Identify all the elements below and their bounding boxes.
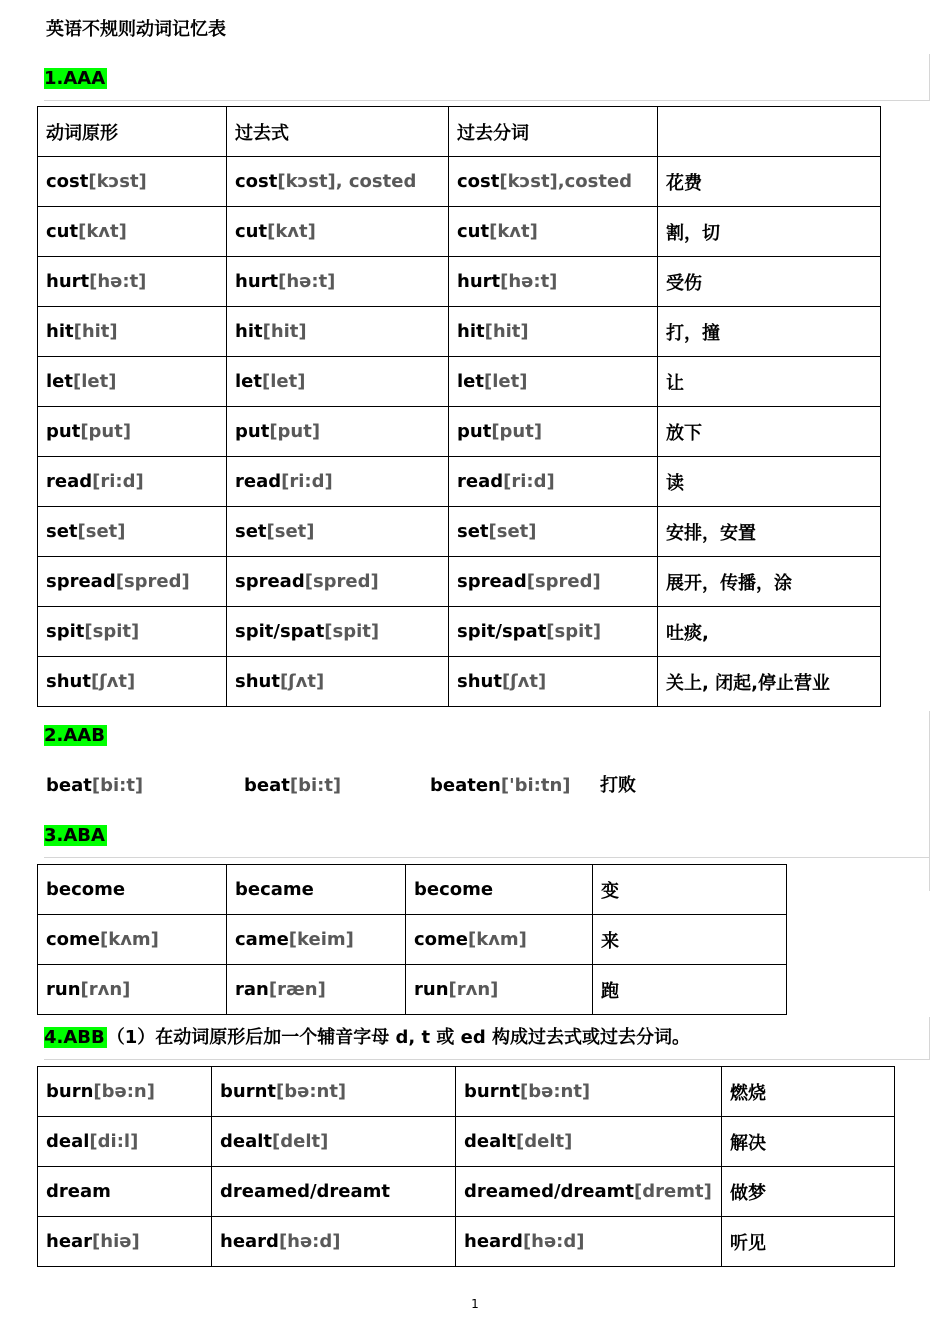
past-tense-cell	[212, 1067, 456, 1117]
phonetic: [kʌt]	[78, 221, 127, 242]
meaning-cell: 燃烧	[722, 1067, 895, 1117]
base-form-cell	[38, 357, 227, 407]
verb-word: hurt	[46, 271, 90, 292]
verb-word: dreamed/dreamt	[220, 1181, 391, 1202]
phonetic: [ri:d]	[281, 471, 333, 492]
meaning-cell: 让	[658, 357, 881, 407]
verb-word: dreamed/dreamt	[464, 1181, 635, 1202]
phonetic: [hə:t]	[500, 271, 558, 292]
phonetic: [hə:d]	[522, 1231, 585, 1252]
phonetic: [keim]	[288, 929, 354, 950]
verb-word: spit/spat	[457, 621, 547, 642]
verb-word: shut	[235, 671, 280, 692]
past-tense-cell	[227, 157, 449, 207]
phonetic: [bə:n]	[93, 1081, 155, 1102]
section-aba-label: 3.ABA	[44, 825, 105, 846]
meaning-cell: 花费	[658, 157, 881, 207]
table-row	[38, 915, 787, 965]
phonetic: [hə:t]	[278, 271, 336, 292]
past-tense-cell	[227, 207, 449, 257]
verb-word: run	[414, 979, 449, 1000]
meaning-cell: 打，撞	[658, 307, 881, 357]
verb-word: spread	[457, 571, 527, 592]
verb-word: run	[46, 979, 81, 1000]
past-participle-cell	[449, 207, 658, 257]
base-form-cell	[38, 1117, 212, 1167]
section-aba-heading	[44, 821, 930, 851]
base-form-cell	[38, 865, 227, 915]
verb-word: spit	[46, 621, 85, 642]
phonetic: [put]	[80, 421, 132, 442]
verb-word: burnt	[220, 1081, 276, 1102]
section-aaa-heading	[44, 64, 930, 94]
verb-word: put	[235, 421, 270, 442]
base-form-cell	[38, 307, 227, 357]
verb-word: let	[235, 371, 262, 392]
past-participle-cell	[449, 507, 658, 557]
past-participle-cell	[449, 407, 658, 457]
past-participle-cell	[449, 557, 658, 607]
table-row	[38, 965, 787, 1015]
base-form-cell	[38, 915, 227, 965]
table-row	[38, 607, 881, 657]
section-aab-heading	[44, 721, 930, 751]
aab-past-participle: beaten['bi:tn]	[430, 775, 571, 796]
phonetic: [spred]	[304, 571, 379, 592]
verb-word: put	[457, 421, 492, 442]
past-participle-cell	[449, 607, 658, 657]
aaa-verb-table	[37, 106, 881, 707]
phonetic: [hit]	[262, 321, 307, 342]
past-tense-cell	[227, 557, 449, 607]
phonetic: [spred]	[115, 571, 190, 592]
phonetic: [spit]	[546, 621, 602, 642]
verb-word: set	[457, 521, 489, 542]
phonetic: [hiə]	[92, 1231, 140, 1252]
column-header: 过去分词	[449, 107, 658, 157]
base-form-cell	[38, 657, 227, 707]
phonetic: [spit]	[324, 621, 380, 642]
verb-word: hurt	[457, 271, 501, 292]
past-participle-cell	[449, 657, 658, 707]
verb-word: put	[46, 421, 81, 442]
verb-word: spread	[46, 571, 116, 592]
base-form-cell	[38, 157, 227, 207]
column-header	[658, 107, 881, 157]
verb-word: deal	[46, 1131, 90, 1152]
past-tense-cell	[227, 965, 406, 1015]
past-tense-cell	[227, 865, 406, 915]
verb-word: ran	[235, 979, 269, 1000]
table-row	[38, 1217, 895, 1267]
past-tense-cell	[227, 257, 449, 307]
verb-word: heard	[220, 1231, 279, 1252]
phonetic: [delt]	[516, 1131, 573, 1152]
phonetic: [bə:nt]	[276, 1081, 347, 1102]
past-tense-cell	[227, 657, 449, 707]
past-tense-cell	[227, 457, 449, 507]
phonetic: [kʌm]	[468, 929, 527, 950]
past-participle-cell	[456, 1067, 722, 1117]
meaning-cell: 读	[658, 457, 881, 507]
base-form-cell	[38, 1217, 212, 1267]
page-number: 1	[471, 1297, 479, 1311]
phonetic: [delt]	[272, 1131, 329, 1152]
verb-word: became	[235, 879, 314, 900]
base-form-cell	[38, 1067, 212, 1117]
verb-word: came	[235, 929, 289, 950]
table-header-row	[38, 107, 881, 157]
verb-word: let	[457, 371, 484, 392]
verb-word: hear	[46, 1231, 93, 1252]
past-tense-cell	[227, 407, 449, 457]
past-participle-cell	[456, 1117, 722, 1167]
past-participle-cell	[449, 457, 658, 507]
phonetic: [set]	[488, 521, 537, 542]
phonetic: [spred]	[526, 571, 601, 592]
verb-word: spread	[235, 571, 305, 592]
aab-meaning: 打败	[600, 775, 636, 796]
phonetic: [ʃʌt]	[279, 671, 325, 692]
verb-word: let	[46, 371, 73, 392]
table-row	[38, 357, 881, 407]
meaning-cell: 关上, 闭起,停止营业	[658, 657, 881, 707]
phonetic: [put]	[269, 421, 321, 442]
past-tense-cell	[227, 357, 449, 407]
past-participle-cell	[449, 357, 658, 407]
section-aaa-label: 1.AAA	[44, 68, 106, 89]
table-row	[38, 557, 881, 607]
aba-verb-table	[37, 864, 787, 1015]
phonetic: [let]	[483, 371, 528, 392]
column-header: 过去式	[227, 107, 449, 157]
meaning-cell: 解决	[722, 1117, 895, 1167]
verb-word: become	[414, 879, 494, 900]
meaning-cell: 安排，安置	[658, 507, 881, 557]
table-row	[38, 1067, 895, 1117]
base-form-cell	[38, 457, 227, 507]
past-participle-cell	[456, 1217, 722, 1267]
aab-past-tense: beat[bi:t]	[244, 775, 342, 796]
phonetic: [set]	[266, 521, 315, 542]
past-participle-cell	[406, 965, 593, 1015]
phonetic: [rʌn]	[80, 979, 131, 1000]
verb-word: hit	[46, 321, 74, 342]
past-tense-cell	[227, 915, 406, 965]
meaning-cell: 变	[593, 865, 787, 915]
verb-word: read	[235, 471, 282, 492]
verb-word: dealt	[220, 1131, 273, 1152]
meaning-cell: 听见	[722, 1217, 895, 1267]
phonetic: [kɔst], costed	[277, 171, 417, 192]
table-row	[38, 257, 881, 307]
base-form-cell	[38, 407, 227, 457]
document-title: 英语不规则动词记忆表	[46, 19, 226, 40]
table-row	[38, 1117, 895, 1167]
verb-word: come	[414, 929, 468, 950]
past-tense-cell	[227, 507, 449, 557]
table-row	[38, 1167, 895, 1217]
section-aab-label: 2.AAB	[44, 725, 105, 746]
phonetic: [let]	[72, 371, 117, 392]
verb-word: become	[46, 879, 126, 900]
verb-word: burn	[46, 1081, 94, 1102]
verb-word: spit/spat	[235, 621, 325, 642]
meaning-cell: 受伤	[658, 257, 881, 307]
phonetic: [kʌm]	[100, 929, 159, 950]
verb-word: come	[46, 929, 100, 950]
base-form-cell	[38, 965, 227, 1015]
phonetic: [hə:t]	[89, 271, 147, 292]
table-row	[38, 307, 881, 357]
phonetic: [set]	[77, 521, 126, 542]
phonetic: [kʌt]	[267, 221, 316, 242]
verb-word: cost	[457, 171, 500, 192]
table-row	[38, 157, 881, 207]
section-abb-heading	[44, 1023, 930, 1053]
phonetic: [hit]	[484, 321, 529, 342]
phonetic: [ræn]	[268, 979, 326, 1000]
table-row	[38, 507, 881, 557]
phonetic: [let]	[261, 371, 306, 392]
phonetic: [ʃʌt]	[501, 671, 547, 692]
abb-verb-table	[37, 1066, 895, 1267]
phonetic: [hit]	[73, 321, 118, 342]
table-row	[38, 207, 881, 257]
base-form-cell	[38, 257, 227, 307]
verb-word: heard	[464, 1231, 523, 1252]
phonetic: [di:l]	[89, 1131, 139, 1152]
past-participle-cell	[406, 865, 593, 915]
past-participle-cell	[406, 915, 593, 965]
aab-base-form: beat[bi:t]	[46, 775, 144, 796]
base-form-cell	[38, 1167, 212, 1217]
verb-word: cut	[457, 221, 490, 242]
phonetic: [kɔst]	[88, 171, 147, 192]
verb-word: read	[46, 471, 93, 492]
table-row	[38, 457, 881, 507]
meaning-cell: 来	[593, 915, 787, 965]
past-tense-cell	[212, 1217, 456, 1267]
base-form-cell	[38, 207, 227, 257]
meaning-cell: 展开，传播，涂	[658, 557, 881, 607]
verb-word: burnt	[464, 1081, 520, 1102]
past-tense-cell	[212, 1167, 456, 1217]
past-participle-cell	[449, 307, 658, 357]
verb-word: set	[235, 521, 267, 542]
meaning-cell: 做梦	[722, 1167, 895, 1217]
past-participle-cell	[456, 1167, 722, 1217]
phonetic: [ri:d]	[503, 471, 555, 492]
phonetic: [put]	[491, 421, 543, 442]
meaning-cell: 跑	[593, 965, 787, 1015]
phonetic: [hə:d]	[278, 1231, 341, 1252]
verb-word: cut	[46, 221, 79, 242]
phonetic: [kʌt]	[489, 221, 538, 242]
table-row	[38, 407, 881, 457]
verb-word: hurt	[235, 271, 279, 292]
past-tense-cell	[227, 307, 449, 357]
verb-word: set	[46, 521, 78, 542]
verb-word: dealt	[464, 1131, 517, 1152]
verb-word: read	[457, 471, 504, 492]
phonetic: [bə:nt]	[520, 1081, 591, 1102]
base-form-cell	[38, 557, 227, 607]
past-tense-cell	[212, 1117, 456, 1167]
verb-word: hit	[235, 321, 263, 342]
past-tense-cell	[227, 607, 449, 657]
past-participle-cell	[449, 257, 658, 307]
phonetic: [ri:d]	[92, 471, 144, 492]
section-abb-description: （1）在动词原形后加一个辅音字母 d, t 或 ed 构成过去式或过去分词。	[106, 1027, 691, 1048]
meaning-cell: 吐痰,	[658, 607, 881, 657]
base-form-cell	[38, 607, 227, 657]
phonetic: [ʃʌt]	[90, 671, 136, 692]
past-participle-cell	[449, 157, 658, 207]
verb-word: hit	[457, 321, 485, 342]
phonetic: [spit]	[84, 621, 140, 642]
meaning-cell: 割，切	[658, 207, 881, 257]
base-form-cell	[38, 507, 227, 557]
phonetic: [dremt]	[634, 1181, 712, 1202]
table-row	[38, 865, 787, 915]
table-row	[38, 657, 881, 707]
phonetic: [rʌn]	[448, 979, 499, 1000]
verb-word: shut	[457, 671, 502, 692]
verb-word: cost	[46, 171, 89, 192]
verb-word: shut	[46, 671, 91, 692]
verb-word: cut	[235, 221, 268, 242]
verb-word: cost	[235, 171, 278, 192]
phonetic: [kɔst],costed	[499, 171, 633, 192]
column-header: 动词原形	[38, 107, 227, 157]
section-abb-label: 4.ABB	[44, 1027, 105, 1048]
meaning-cell: 放下	[658, 407, 881, 457]
verb-word: dream	[46, 1181, 111, 1202]
